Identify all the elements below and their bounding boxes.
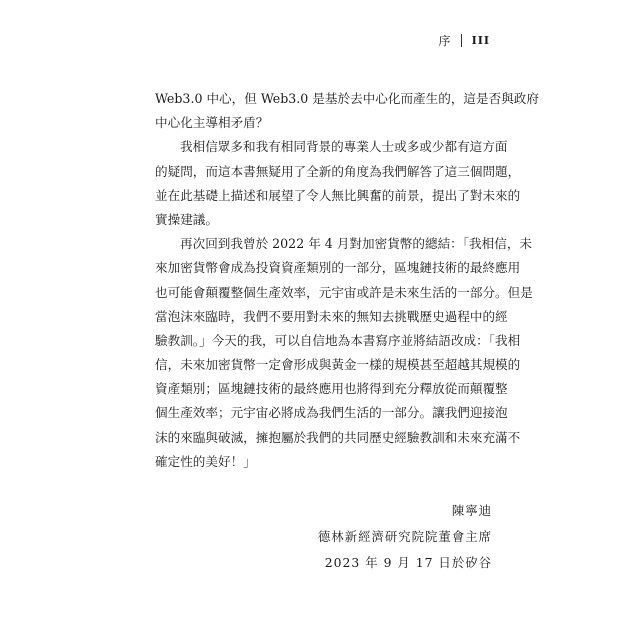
text-line: 並在此基礎上描述和展望了令人無比興奮的前景，提出了對未來的	[155, 187, 521, 203]
section-title: 序	[438, 34, 451, 48]
text-line: 的疑問，而這本書無疑用了全新的角度為我們解答了這三個問題，	[155, 163, 521, 179]
text-line: Web3.0 中心，但 Web3.0 是基於去中心化而產生的，這是否與政府	[155, 91, 539, 106]
text-line: 當泡沫來臨時，我們不要用對未來的無知去挑戰歷史過程中的經	[155, 308, 508, 324]
text-line: 確定性的美好！」	[155, 453, 256, 469]
text-line: 沫的來臨與破滅，擁抱屬於我們的共同歷史經驗教訓和未來充滿不	[155, 429, 521, 445]
author-name: 陳寧迪	[451, 503, 492, 518]
text-line: 驗教訓。」今天的我，可以自信地為本書寫序並將結語改成：「我相	[155, 332, 521, 348]
text-line: 個生產效率；元宇宙必將成為我們生活的一部分。讓我們迎接泡	[155, 405, 508, 421]
signature-block	[318, 498, 492, 576]
text-line: 資產類別；區塊鏈技術的最終應用也將得到充分釋放從而顛覆整	[155, 381, 508, 397]
text-line: 再次回到我曾於 2022 年 4 月對加密貨幣的總結：「我相信，未	[180, 236, 533, 252]
body-text	[155, 87, 539, 474]
running-head	[439, 32, 490, 49]
text-line: 實操建議。	[155, 211, 218, 227]
text-line: 中心化主導相矛盾？	[155, 115, 269, 131]
page-number: III	[471, 34, 490, 47]
text-line: 我相信眾多和我有相同背景的專業人士或多或少都有這方面	[180, 139, 508, 155]
header-divider	[461, 34, 462, 47]
text-line: 信，未來加密貨幣一定會形成與黃金一樣的規模甚至超越其規模的	[155, 357, 521, 373]
text-line: 也可能會顛覆整個生產效率，元宇宙或許是未來生活的一部分。但是	[155, 284, 533, 300]
date-place: 2023 年 9 月 17 日於矽谷	[324, 555, 492, 570]
author-title: 德林新經濟研究院院董會主席	[317, 529, 492, 544]
text-line: 來加密貨幣會成為投資資產類別的一部分，區塊鏈技術的最終應用	[155, 260, 521, 276]
